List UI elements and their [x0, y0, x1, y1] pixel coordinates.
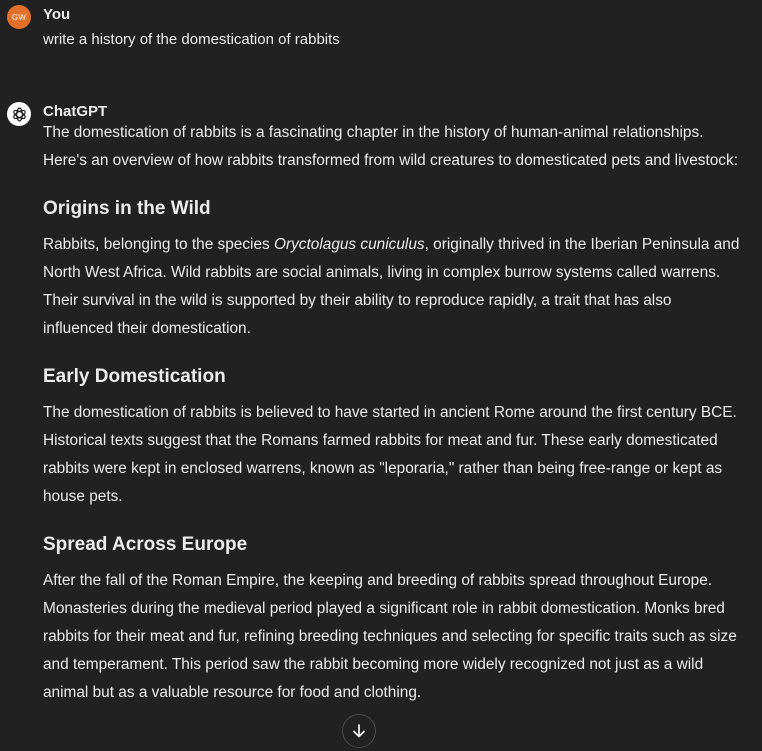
assistant-message-content — [43, 119, 743, 727]
user-author-name: You — [43, 6, 71, 23]
openai-logo-glyph — [11, 106, 28, 123]
origins-text-start: Rabbits, belonging to the species — [43, 236, 275, 253]
section-heading-spread-across-europe: Spread Across Europe — [43, 534, 248, 555]
section-heading-origins: Origins in the Wild — [43, 198, 211, 219]
user-message-text: write a history of the domestication of rabbits — [43, 31, 340, 48]
origins-text-end: , originally thrived in the Iberian Peninsula and North West Africa. Wild rabbits are social animals, living in complex burrow systems called warrens. Their survival in the wild is supported by their ability to reproduce rapidly, a trait that has also influenced their domestication. — [43, 236, 740, 337]
user-message — [0, 0, 762, 60]
section-paragraph-spread-across-europe: After the fall of the Roman Empire, the keeping and breeding of rabbits spread throughout Europe. Monasteries during the medieval period played a significant role in rabbit domestication. Monks bred rabbits for their meat and fur, refining breeding techniques and selecting for specific traits such as size and temperament. This period saw the rabbit becoming more widely recognized not just as a wild animal but as a valuable resource for food and clothing. — [43, 572, 737, 701]
scroll-to-bottom-button[interactable] — [342, 714, 376, 748]
section-paragraph-origins — [43, 231, 743, 343]
intro-paragraph: The domestication of rabbits is a fascinating chapter in the history of human-animal relationships. Here's an overview of how rabbits transformed from wild creatures to domesticated pets and livestock: — [43, 124, 738, 169]
user-avatar-initials: GW — [11, 12, 27, 22]
arrow-down-icon — [351, 723, 367, 739]
section-paragraph-early-domestication: The domestication of rabbits is believed to have started in ancient Rome around the first century BCE. Historical texts suggest that the Romans farmed rabbits for meat and fur. These early domesticated rabbits were kept in enclosed warrens, known as "leporaria," rather than being free-range or kept as house pets. — [43, 404, 737, 505]
assistant-author-name: ChatGPT — [43, 103, 108, 120]
openai-logo-icon — [7, 102, 31, 126]
species-name: Oryctolagus cuniculus — [274, 236, 425, 253]
user-avatar — [7, 5, 31, 29]
section-heading-early-domestication: Early Domestication — [43, 366, 226, 387]
